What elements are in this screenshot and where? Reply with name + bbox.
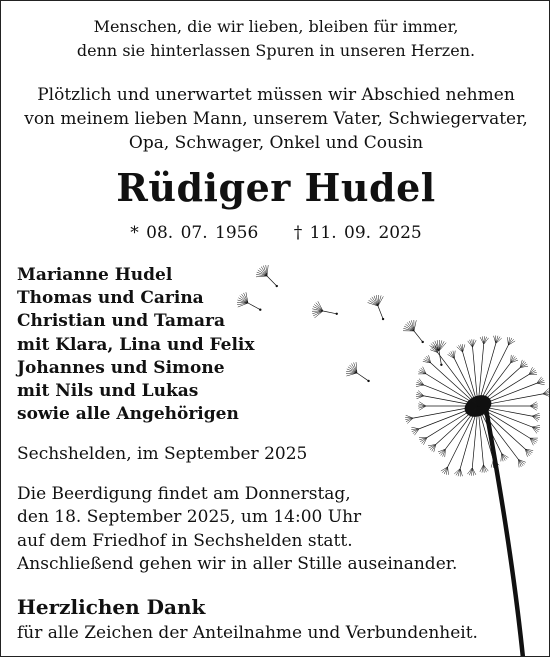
mourner-line: Thomas und Carina	[17, 288, 204, 309]
announcement-line-1: Plötzlich und unerwartet müssen wir Abschied nehmen	[37, 85, 515, 105]
place-and-date: Sechshelden, im September 2025	[17, 444, 308, 464]
mourner-line: mit Nils und Lukas	[17, 381, 199, 402]
mourner-line: Johannes und Simone	[17, 357, 225, 378]
quote-line-2: denn sie hinterlassen Spuren in unseren Herzen.	[76, 41, 476, 60]
mourner-line: mit Klara, Lina und Felix	[17, 334, 255, 355]
quote-line-1: Menschen, die wir lieben, bleiben für immer,	[93, 17, 459, 36]
mourner-line: sowie alle Angehörigen	[17, 404, 239, 425]
funeral-line-4: Anschließend gehen wir in aller Stille auseinander.	[17, 553, 458, 574]
announcement-line-3: Opa, Schwager, Onkel und Cousin	[128, 133, 424, 153]
thanks-text: für alle Zeichen der Anteilnahme und Verbundenheit.	[17, 623, 478, 643]
funeral-line-1: Die Beerdigung findet am Donnerstag,	[17, 484, 351, 504]
birth-date: * 08. 07. 1956	[130, 223, 259, 243]
mourner-line: Christian und Tamara	[17, 311, 226, 332]
funeral-line-2: den 18. September 2025, um 14:00 Uhr	[17, 507, 362, 528]
funeral-details	[17, 483, 457, 576]
announcement-line-2: von meinem lieben Mann, unserem Vater, Schwiegervater,	[24, 109, 528, 129]
announcement-text	[1, 83, 550, 155]
deceased-name: Rüdiger Hudel	[116, 165, 436, 210]
mourner-line: Marianne Hudel	[17, 265, 173, 285]
life-dates	[1, 221, 550, 245]
thanks-heading: Herzlichen Dank	[17, 595, 206, 619]
death-date: † 11. 09. 2025	[293, 223, 422, 243]
funeral-line-3: auf dem Friedhof in Sechshelden statt.	[17, 530, 353, 551]
mourners-list	[17, 264, 255, 426]
memorial-quote	[1, 15, 550, 63]
